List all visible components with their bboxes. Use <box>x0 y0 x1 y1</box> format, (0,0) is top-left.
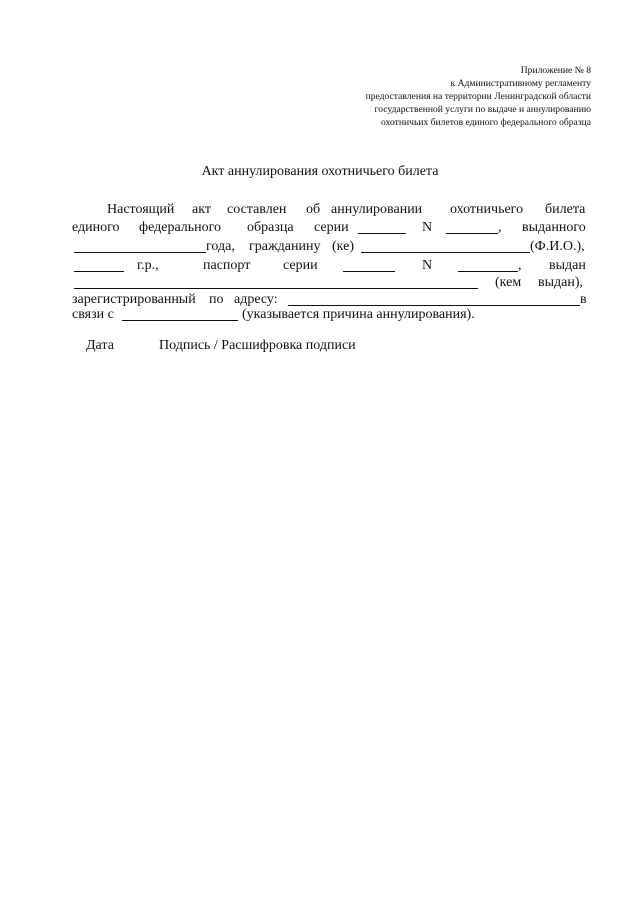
number-blank <box>446 233 498 234</box>
body-word: адресу: <box>234 292 278 307</box>
body-word: билета <box>545 202 586 217</box>
body-word: (Ф.И.О.), <box>530 239 585 254</box>
date-label: Дата <box>86 338 114 353</box>
body-word: гражданину <box>249 239 321 254</box>
body-word: выданного <box>522 220 586 235</box>
series-blank <box>358 233 406 234</box>
body-word: об <box>306 202 321 217</box>
date-blank <box>74 252 206 253</box>
body-word: охотничьего <box>450 202 524 217</box>
body-word: N <box>422 258 433 273</box>
body-line-7 <box>72 305 588 325</box>
body-word: связи с <box>72 307 114 322</box>
body-word: зарегистрированный <box>72 292 196 307</box>
document-title: Акт аннулирования охотничьего билета <box>201 164 439 179</box>
appendix-header <box>271 64 591 129</box>
appendix-number: Приложение № 8 <box>520 65 591 76</box>
body-word: серии <box>283 258 318 273</box>
issued-by-blank <box>74 288 478 289</box>
appendix-provision: предоставления на территории Ленинградской области <box>365 91 591 102</box>
body-word: акт <box>192 202 211 217</box>
signature-label: Подпись / Расшифровка подписи <box>159 338 356 353</box>
body-word: (ке) <box>332 239 354 254</box>
body-word: (кем <box>495 275 522 290</box>
appendix-service: государственной услуги по выдаче и аннулированию <box>374 104 591 115</box>
body-word: года, <box>206 239 235 254</box>
body-word: (указывается причина аннулирования). <box>242 307 475 322</box>
body-word: , <box>518 258 522 273</box>
body-word: выдан <box>549 258 586 273</box>
reason-blank <box>122 320 238 321</box>
appendix-regulation: к Административному регламенту <box>450 78 591 89</box>
body-word: N <box>422 220 433 235</box>
passport-number-blank <box>458 271 518 272</box>
body-word: аннулировании <box>331 202 423 217</box>
body-word: г.р., <box>137 258 159 273</box>
fio-blank <box>361 252 530 253</box>
birth-year-blank <box>74 271 124 272</box>
body-line-1 <box>72 200 588 220</box>
body-word: единого <box>72 220 120 235</box>
body-word: образца <box>247 220 294 235</box>
appendix-tickets: охотничьих билетов единого федерального образца <box>381 117 591 128</box>
body-word: паспорт <box>203 258 251 273</box>
body-word: в <box>580 292 587 307</box>
body-line-3 <box>72 237 588 257</box>
passport-series-blank <box>343 271 395 272</box>
body-word: Настоящий <box>107 202 175 217</box>
body-word: составлен <box>227 202 287 217</box>
body-word: , <box>498 220 502 235</box>
body-word: серии <box>314 220 349 235</box>
body-line-2 <box>72 218 588 238</box>
body-word: по <box>209 292 224 307</box>
body-word: выдан), <box>538 275 584 290</box>
body-word: федерального <box>139 220 222 235</box>
